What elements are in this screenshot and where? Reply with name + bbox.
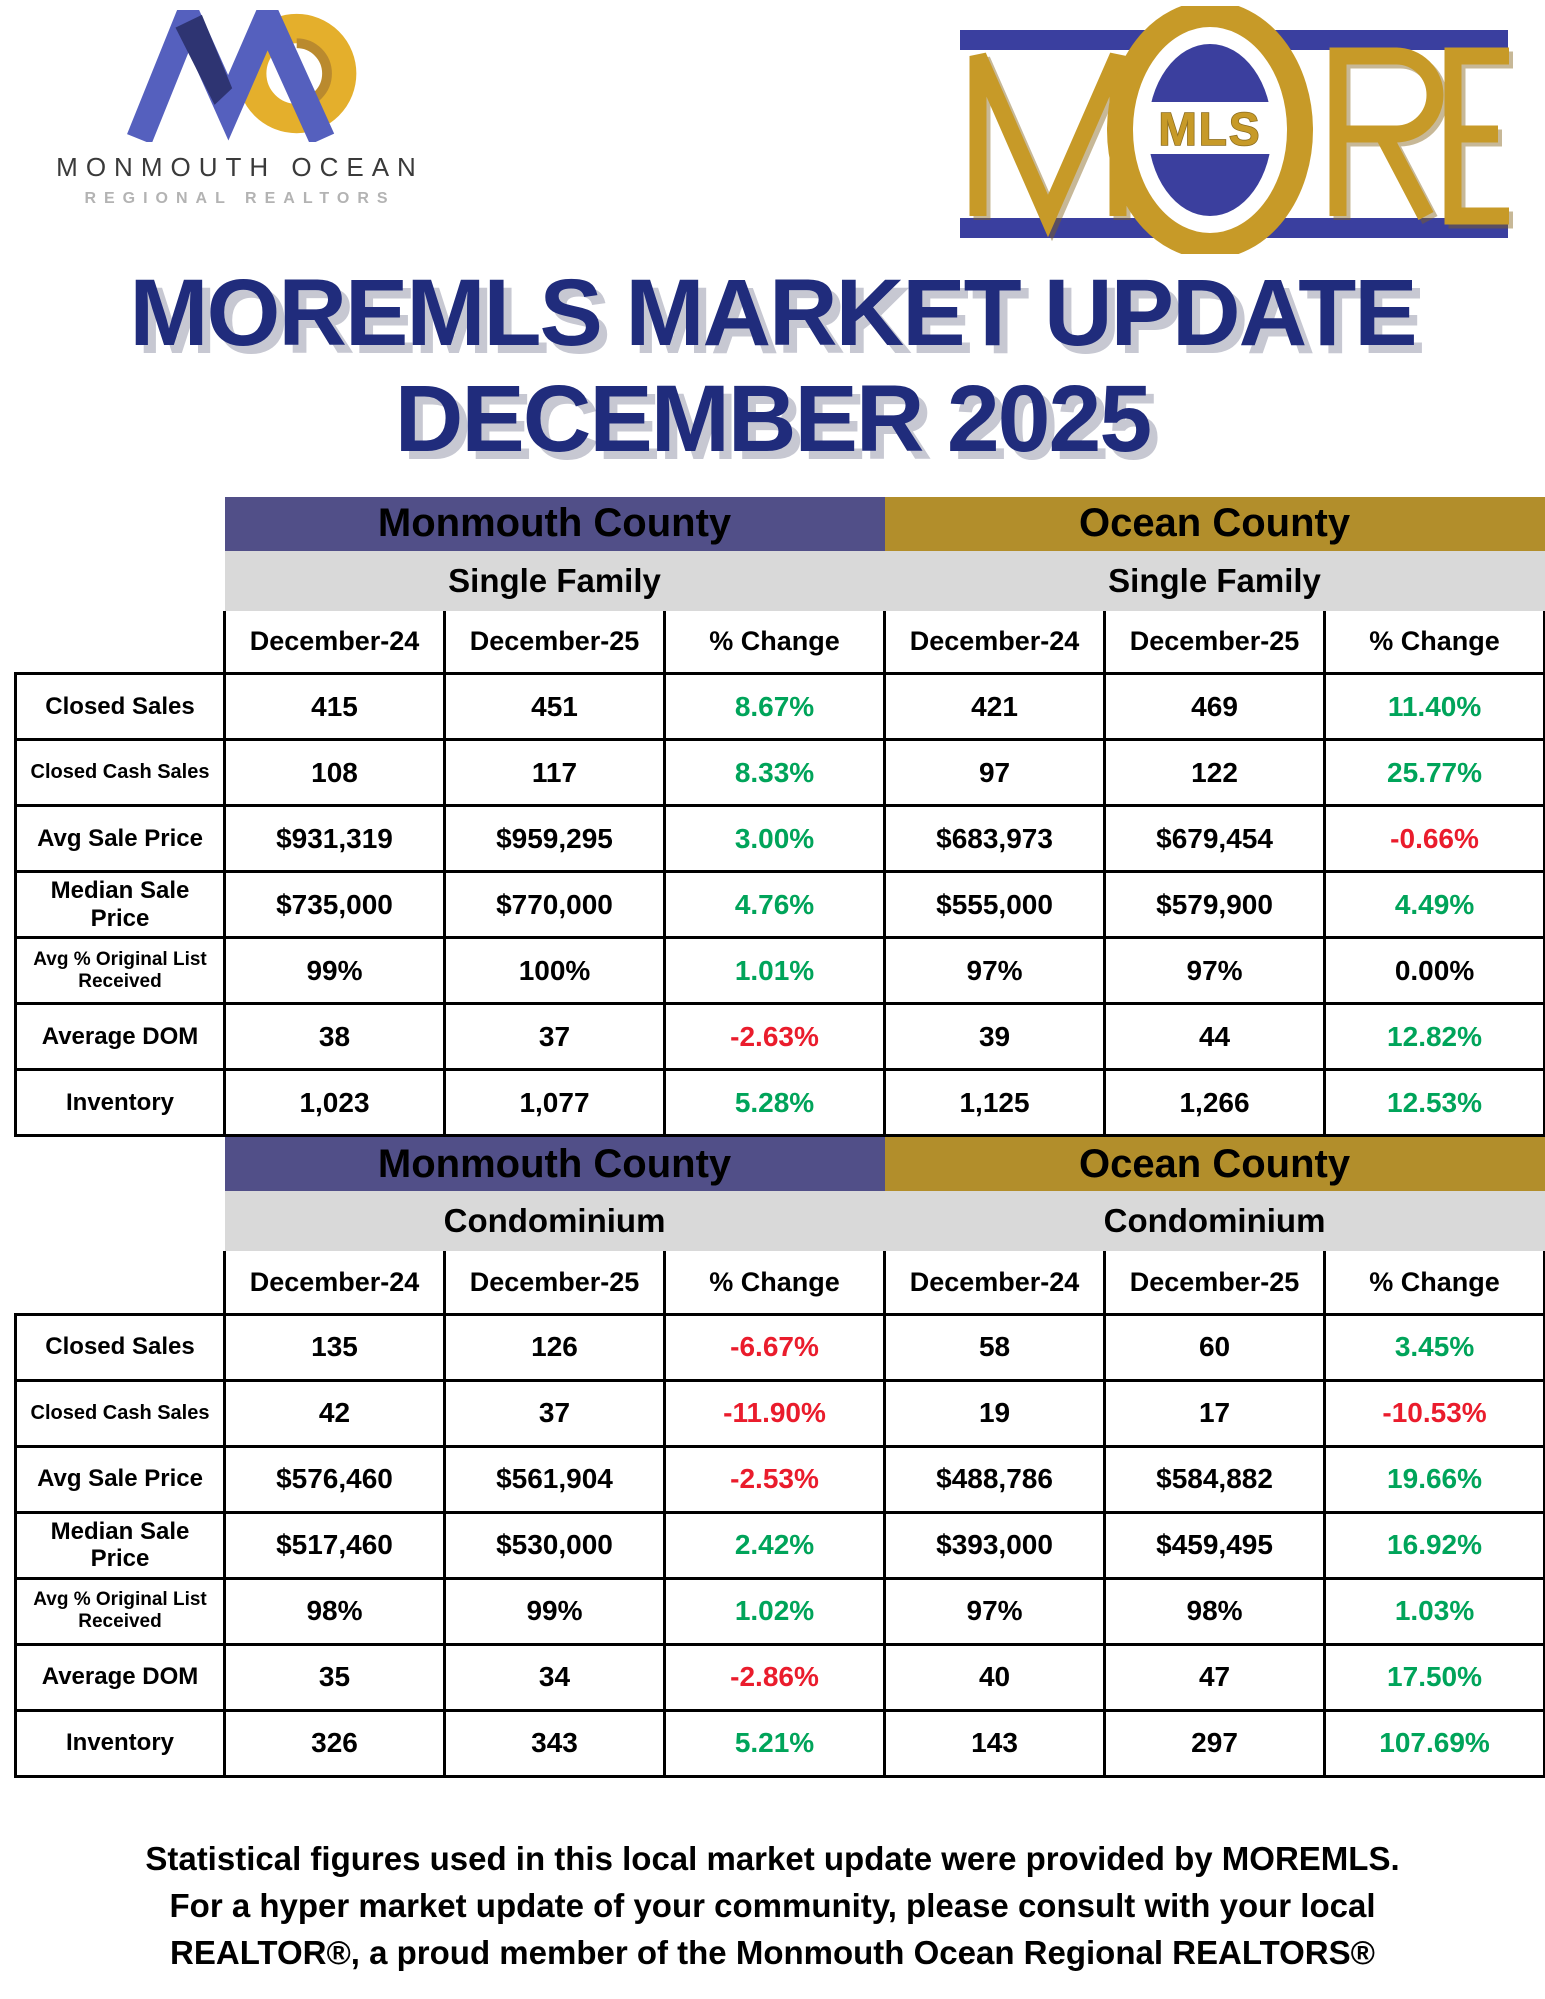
spacer-cell — [16, 611, 225, 674]
monmouth-ocean-wordmark: MONMOUTH OCEAN — [56, 152, 424, 182]
value-cell: 99% — [445, 1578, 665, 1644]
table-row — [16, 1578, 1545, 1644]
pct-change-cell: 4.76% — [665, 872, 885, 938]
mo-monogram-icon — [115, 10, 365, 142]
row-label: Closed Sales — [16, 674, 225, 740]
value-cell: 19 — [885, 1380, 1105, 1446]
page-title-line2: DECEMBER 2025 — [394, 366, 1151, 473]
pct-change-cell: 5.28% — [665, 1070, 885, 1136]
value-cell: $561,904 — [445, 1446, 665, 1512]
table-row — [16, 1446, 1545, 1512]
pct-change-cell: -2.53% — [665, 1446, 885, 1512]
column-header: December-24 — [885, 611, 1105, 674]
column-header: December-24 — [225, 1251, 445, 1314]
table-row — [16, 938, 1545, 1004]
county-header-row — [16, 1137, 1545, 1191]
pct-change-cell: 107.69% — [1325, 1710, 1545, 1776]
value-cell: 126 — [445, 1314, 665, 1380]
row-label: Avg Sale Price — [16, 1446, 225, 1512]
value-cell: $584,882 — [1105, 1446, 1325, 1512]
footer-line: For a hyper market update of your community, please consult with your local — [169, 1886, 1376, 1924]
pct-change-cell: 3.00% — [665, 806, 885, 872]
column-header: % Change — [665, 1251, 885, 1314]
table-row — [16, 1004, 1545, 1070]
table-row — [16, 674, 1545, 740]
row-label: Median Sale Price — [16, 872, 225, 938]
spacer-cell — [16, 551, 225, 611]
value-cell: 97% — [885, 1578, 1105, 1644]
pct-change-cell: 1.02% — [665, 1578, 885, 1644]
value-cell: 44 — [1105, 1004, 1325, 1070]
value-cell: 60 — [1105, 1314, 1325, 1380]
page-title — [0, 260, 1545, 473]
footer-line: Statistical figures used in this local market update were provided by MOREMLS. — [145, 1839, 1400, 1877]
footer-line: REALTOR®, a proud member of the Monmouth Ocean Regional REALTORS® — [170, 1933, 1375, 1971]
value-cell: 99% — [225, 938, 445, 1004]
pct-change-cell: 12.82% — [1325, 1004, 1545, 1070]
row-label: Inventory — [16, 1710, 225, 1776]
table-row — [16, 1070, 1545, 1136]
value-cell: 451 — [445, 674, 665, 740]
value-cell: 143 — [885, 1710, 1105, 1776]
property-type-row — [16, 1191, 1545, 1251]
value-cell: 421 — [885, 674, 1105, 740]
more-letter-r — [1338, 56, 1435, 216]
column-header: December-24 — [225, 611, 445, 674]
value-cell: $735,000 — [225, 872, 445, 938]
value-cell: 35 — [225, 1644, 445, 1710]
table-row — [16, 1710, 1545, 1776]
pct-change-cell: 4.49% — [1325, 872, 1545, 938]
county-header-ocean: Ocean County — [885, 1137, 1545, 1191]
value-cell: 100% — [445, 938, 665, 1004]
table-row — [16, 1512, 1545, 1578]
column-header: December-25 — [1105, 611, 1325, 674]
table-row — [16, 806, 1545, 872]
value-cell: 1,023 — [225, 1070, 445, 1136]
value-cell: 1,266 — [1105, 1070, 1325, 1136]
value-cell: $931,319 — [225, 806, 445, 872]
row-label: Avg Sale Price — [16, 806, 225, 872]
page-title-line1: MOREMLS MARKET UPDATE — [129, 260, 1416, 366]
spacer-cell — [16, 1137, 225, 1191]
value-cell: 97% — [1105, 938, 1325, 1004]
header-logos — [0, 0, 1545, 252]
pct-change-cell: 1.03% — [1325, 1578, 1545, 1644]
pct-change-cell: 8.67% — [665, 674, 885, 740]
value-cell: $679,454 — [1105, 806, 1325, 872]
value-cell: $770,000 — [445, 872, 665, 938]
value-cell: 47 — [1105, 1644, 1325, 1710]
value-cell: 37 — [445, 1380, 665, 1446]
pct-change-cell: 19.66% — [1325, 1446, 1545, 1512]
column-header: % Change — [1325, 1251, 1545, 1314]
pct-change-cell: 12.53% — [1325, 1070, 1545, 1136]
table-row — [16, 1644, 1545, 1710]
row-label: Closed Cash Sales — [16, 740, 225, 806]
regional-realtors-wordmark: REGIONAL REALTORS — [84, 190, 396, 207]
value-cell: 117 — [445, 740, 665, 806]
pct-change-cell: -2.86% — [665, 1644, 885, 1710]
monmouth-ocean-logo — [30, 10, 450, 208]
market-table-single-family — [14, 497, 1545, 1138]
pct-change-cell: 25.77% — [1325, 740, 1545, 806]
more-logo-icon — [958, 6, 1520, 254]
value-cell: 97 — [885, 740, 1105, 806]
spacer-cell — [16, 497, 225, 551]
row-label: Median Sale Price — [16, 1512, 225, 1578]
column-header-row — [16, 611, 1545, 674]
column-header: December-25 — [1105, 1251, 1325, 1314]
value-cell: 98% — [1105, 1578, 1325, 1644]
value-cell: 39 — [885, 1004, 1105, 1070]
row-label: Inventory — [16, 1070, 225, 1136]
more-letter-e — [1453, 56, 1509, 216]
spacer-cell — [16, 1191, 225, 1251]
moremls-logo — [958, 6, 1520, 254]
pct-change-cell: 0.00% — [1325, 938, 1545, 1004]
market-table-condominium — [14, 1137, 1545, 1778]
pct-change-cell: 1.01% — [665, 938, 885, 1004]
value-cell: 37 — [445, 1004, 665, 1070]
pct-change-cell: -2.63% — [665, 1004, 885, 1070]
pct-change-cell: 16.92% — [1325, 1512, 1545, 1578]
row-label: Avg % Original List Received — [16, 1578, 225, 1644]
row-label: Average DOM — [16, 1644, 225, 1710]
market-tables — [14, 497, 1545, 1778]
row-label: Average DOM — [16, 1004, 225, 1070]
pct-change-cell: 2.42% — [665, 1512, 885, 1578]
table-row — [16, 1380, 1545, 1446]
pct-change-cell: 17.50% — [1325, 1644, 1545, 1710]
value-cell: $459,495 — [1105, 1512, 1325, 1578]
mls-label: MLS — [1158, 103, 1262, 155]
value-cell: 42 — [225, 1380, 445, 1446]
pct-change-cell: 11.40% — [1325, 674, 1545, 740]
pct-change-cell: -6.67% — [665, 1314, 885, 1380]
value-cell: 1,125 — [885, 1070, 1105, 1136]
footer-disclaimer — [0, 1836, 1545, 1977]
county-header-ocean: Ocean County — [885, 497, 1545, 551]
value-cell: 38 — [225, 1004, 445, 1070]
row-label: Avg % Original List Received — [16, 938, 225, 1004]
value-cell: 108 — [225, 740, 445, 806]
value-cell: 40 — [885, 1644, 1105, 1710]
table-row — [16, 872, 1545, 938]
value-cell: 97% — [885, 938, 1105, 1004]
value-cell: $517,460 — [225, 1512, 445, 1578]
table-row — [16, 740, 1545, 806]
table-row — [16, 1314, 1545, 1380]
column-header: % Change — [665, 611, 885, 674]
value-cell: 135 — [225, 1314, 445, 1380]
county-header-row — [16, 497, 1545, 551]
value-cell: 122 — [1105, 740, 1325, 806]
more-letter-m — [978, 56, 1118, 216]
column-header: December-25 — [445, 611, 665, 674]
value-cell: $393,000 — [885, 1512, 1105, 1578]
county-header-monmouth: Monmouth County — [225, 497, 885, 551]
value-cell: 17 — [1105, 1380, 1325, 1446]
value-cell: 58 — [885, 1314, 1105, 1380]
value-cell: $555,000 — [885, 872, 1105, 938]
county-header-monmouth: Monmouth County — [225, 1137, 885, 1191]
property-type-header: Single Family — [885, 551, 1545, 611]
value-cell: $959,295 — [445, 806, 665, 872]
value-cell: 98% — [225, 1578, 445, 1644]
value-cell: $576,460 — [225, 1446, 445, 1512]
value-cell: 1,077 — [445, 1070, 665, 1136]
row-label: Closed Cash Sales — [16, 1380, 225, 1446]
value-cell: $683,973 — [885, 806, 1105, 872]
value-cell: 415 — [225, 674, 445, 740]
value-cell: 326 — [225, 1710, 445, 1776]
value-cell: $488,786 — [885, 1446, 1105, 1512]
pct-change-cell: 5.21% — [665, 1710, 885, 1776]
pct-change-cell: -0.66% — [1325, 806, 1545, 872]
pct-change-cell: -10.53% — [1325, 1380, 1545, 1446]
value-cell: 469 — [1105, 674, 1325, 740]
value-cell: 297 — [1105, 1710, 1325, 1776]
value-cell: 343 — [445, 1710, 665, 1776]
value-cell: $530,000 — [445, 1512, 665, 1578]
value-cell: 34 — [445, 1644, 665, 1710]
pct-change-cell: -11.90% — [665, 1380, 885, 1446]
property-type-header: Condominium — [885, 1191, 1545, 1251]
property-type-header: Condominium — [225, 1191, 885, 1251]
value-cell: $579,900 — [1105, 872, 1325, 938]
spacer-cell — [16, 1251, 225, 1314]
row-label: Closed Sales — [16, 1314, 225, 1380]
column-header: December-25 — [445, 1251, 665, 1314]
pct-change-cell: 3.45% — [1325, 1314, 1545, 1380]
column-header: % Change — [1325, 611, 1545, 674]
property-type-row — [16, 551, 1545, 611]
pct-change-cell: 8.33% — [665, 740, 885, 806]
column-header-row — [16, 1251, 1545, 1314]
property-type-header: Single Family — [225, 551, 885, 611]
column-header: December-24 — [885, 1251, 1105, 1314]
